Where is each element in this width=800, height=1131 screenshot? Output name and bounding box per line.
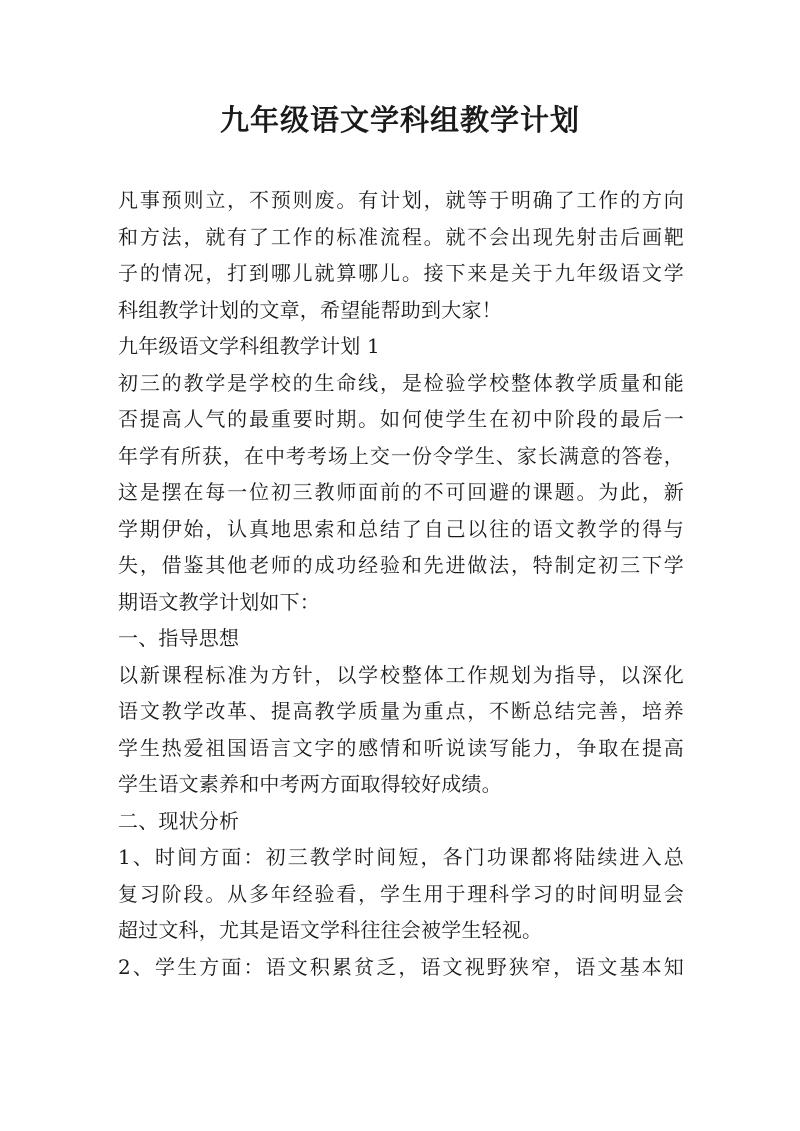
body-line: 超过文科，尤其是语文学科往往会被学生轻视。 (118, 918, 543, 942)
body-line: 复习阶段。从多年经验看，学生用于理科学习的时间明显会 (118, 881, 684, 906)
body-line: 学生热爱祖国语言文字的感情和听说读写能力，争取在提高 (118, 735, 684, 760)
body-line: 子的情况，打到哪儿就算哪儿。接下来是关于九年级语文学 (118, 261, 684, 285)
body-line: 学期伊始，认真地思索和总结了自己以往的语文教学的得与 (118, 516, 684, 541)
body-line: 以新课程标准为方针，以学校整体工作规划为指导，以深化 (118, 662, 684, 687)
body-line: 九年级语文学科组教学计划 1 (118, 334, 380, 358)
body-line: 否提高人气的最重要时期。如何使学生在初中阶段的最后一 (118, 407, 684, 431)
body-line: 初三的教学是学校的生命线，是检验学校整体教学质量和能 (118, 370, 684, 395)
body-line: 2、学生方面：语文积累贫乏，语文视野狭窄，语文基本知 (118, 954, 684, 979)
body-line: 一、指导思想 (118, 626, 240, 650)
body-line: 1、时间方面：初三教学时间短，各门功课都将陆续进入总 (118, 845, 684, 869)
body-line: 失，借鉴其他老师的成功经验和先进做法，特制定初三下学 (118, 553, 684, 577)
body-line: 期语文教学计划如下： (118, 589, 320, 614)
body-line: 语文教学改革、提高教学质量为重点，不断总结完善，培养 (118, 699, 684, 723)
document-body (118, 182, 684, 985)
body-line: 这是摆在每一位初三教师面前的不可回避的课题。为此，新 (118, 480, 684, 504)
body-line: 学生语文素养和中考两方面取得较好成绩。 (118, 772, 502, 796)
body-line: 和方法，就有了工作的标准流程。就不会出现先射击后画靶 (118, 224, 684, 249)
document-title: 九年级语文学科组教学计划 (219, 103, 580, 137)
body-line: 二、现状分析 (118, 808, 240, 833)
body-line: 凡事预则立，不预则废。有计划，就等于明确了工作的方向 (118, 188, 684, 212)
body-line: 年学有所获，在中考考场上交一份令学生、家长满意的答卷， (118, 443, 684, 468)
body-line: 科组教学计划的文章，希望能帮助到大家！ (118, 297, 502, 322)
